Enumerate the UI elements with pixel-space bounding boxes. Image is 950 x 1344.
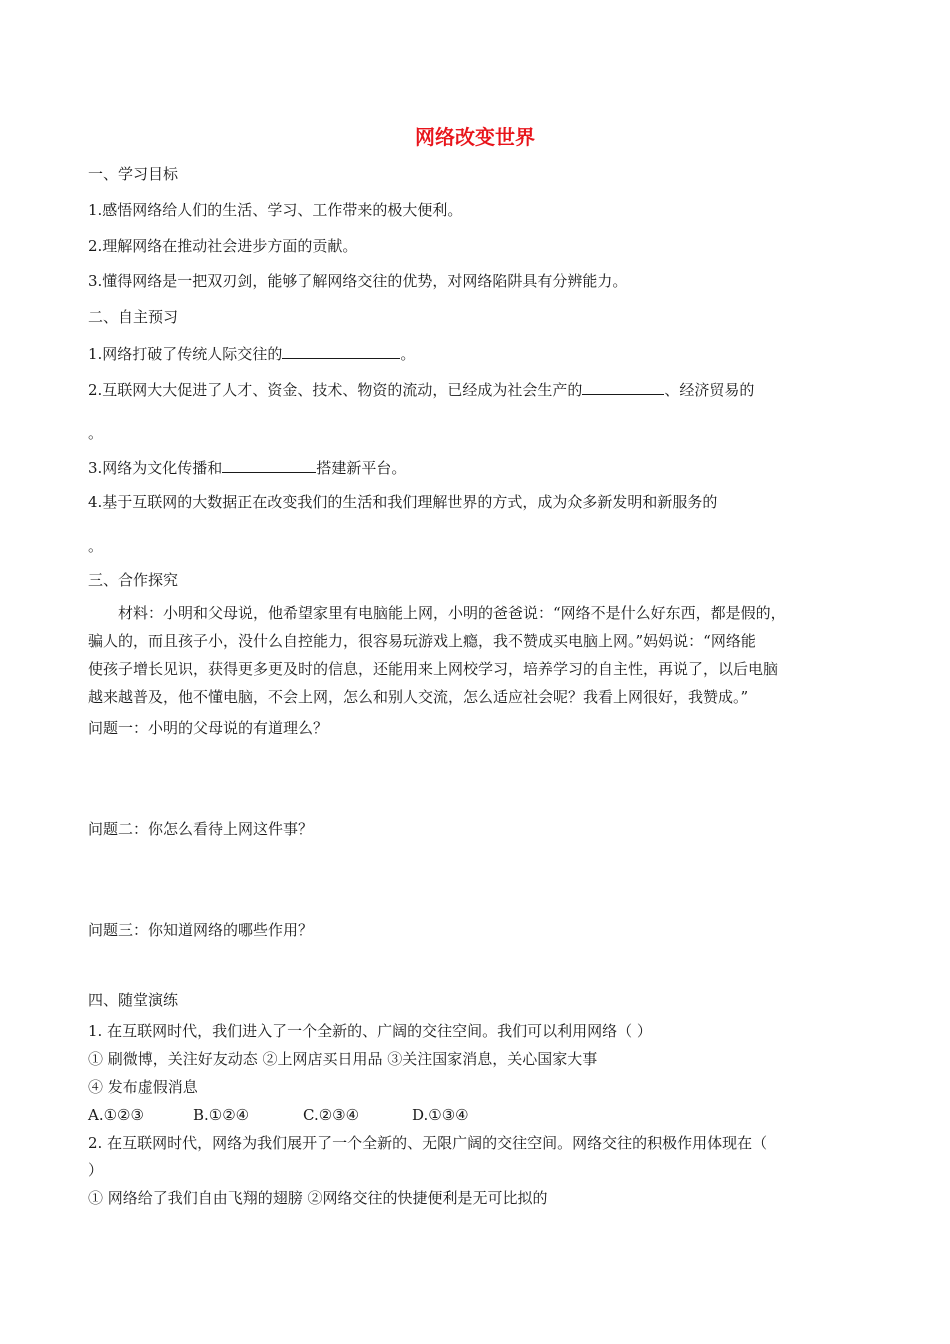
preview-question-4: 4.基于互联网的大数据正在改变我们的生活和我们理解世界的方式，成为众多新发明和新服务的	[88, 493, 718, 511]
fill-blank[interactable]	[222, 457, 316, 473]
section-heading-preview: 二、自主预习	[88, 308, 179, 326]
preview-q1-text: 1.网络打破了传统人际交往的	[88, 345, 283, 363]
material-line-1: 材料：小明和父母说，他希望家里有电脑能上网，小明的爸爸说：“网络不是什么好东西，都是假的，	[118, 604, 786, 622]
material-line-3: 使孩子增长见识，获得更多更及时的信息，还能用来上网校学习，培养学习的自主性，再说了，以后电脑	[88, 660, 779, 678]
discussion-question-1: 问题一：小明的父母说的有道理么？	[88, 719, 329, 737]
practice-q1-choice-b: B.①②④	[193, 1106, 250, 1124]
section-heading-practice: 四、随堂演练	[88, 991, 179, 1009]
goal-item-3: 3.懂得网络是一把双刃剑，能够了解网络交往的优势，对网络陷阱具有分辨能力。	[88, 272, 628, 290]
material-line-4: 越来越普及，他不懂电脑，不会上网，怎么和别人交流，怎么适应社会呢？我看上网很好，我赞成。”	[88, 688, 749, 706]
practice-q1-choice-a: A.①②③	[88, 1106, 144, 1124]
goal-item-1: 1.感悟网络给人们的生活、学习、工作带来的极大便利。	[88, 201, 463, 219]
preview-q3-text: 3.网络为文化传播和	[88, 459, 223, 477]
fill-blank[interactable]	[282, 343, 400, 359]
practice-q1-choice-d: D.①③④	[412, 1106, 469, 1124]
practice-q2-stem-line1: 2. 在互联网时代，网络为我们展开了一个全新的、无限广阔的交往空间。网络交往的积极作用体现在（	[88, 1134, 768, 1152]
preview-question-3	[88, 457, 406, 478]
practice-q2-options-line1: ① 网络给了我们自由飞翔的翅膀 ②网络交往的快捷便利是无可比拟的	[88, 1189, 548, 1207]
preview-q3-end: 搭建新平台。	[316, 459, 407, 477]
practice-q1-stem: 1. 在互联网时代，我们进入了一个全新的、广阔的交往空间。我们可以利用网络（ ）	[88, 1022, 652, 1040]
preview-question-1	[88, 343, 415, 364]
practice-q1-choice-c: C.②③④	[303, 1106, 360, 1124]
discussion-question-3: 问题三：你知道网络的哪些作用？	[88, 921, 314, 939]
practice-q2-stem-line2: ）	[88, 1161, 104, 1179]
preview-question-2	[88, 379, 754, 400]
preview-q2-end: 。	[88, 424, 104, 442]
preview-q2-text: 2.互联网大大促进了人才、资金、技术、物资的流动，已经成为社会生产的	[88, 381, 583, 399]
preview-q2-mid: 、经济贸易的	[664, 381, 755, 399]
material-line-2: 骗人的，而且孩子小，没什么自控能力，很容易玩游戏上瘾，我不赞成买电脑上网。”妈妈说：“网络能	[88, 632, 756, 650]
fill-blank[interactable]	[582, 379, 664, 395]
practice-q1-options-line1: ① 刷微博，关注好友动态 ②上网店买日用品 ③关注国家消息，关心国家大事	[88, 1050, 598, 1068]
practice-q1-options-line2: ④ 发布虚假消息	[88, 1078, 198, 1096]
page-title: 网络改变世界	[415, 125, 535, 149]
preview-q4-end: 。	[88, 537, 104, 555]
preview-q1-end: 。	[400, 345, 416, 363]
goal-item-2: 2.理解网络在推动社会进步方面的贡献。	[88, 237, 358, 255]
discussion-question-2: 问题二：你怎么看待上网这件事？	[88, 820, 314, 838]
section-heading-goals: 一、学习目标	[88, 165, 179, 183]
section-heading-explore: 三、合作探究	[88, 571, 179, 589]
